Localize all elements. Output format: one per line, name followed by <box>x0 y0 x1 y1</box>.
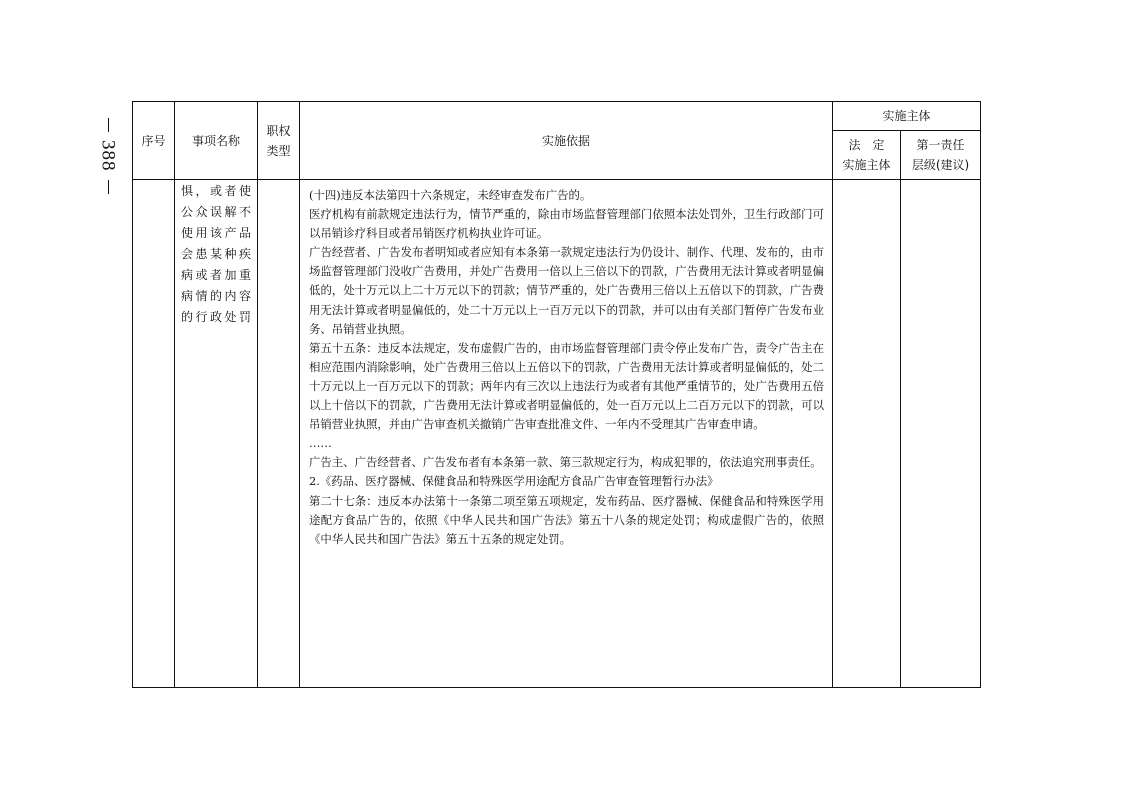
basis-paragraph: 广告主、广告经营者、广告发布者有本条第一款、第三款规定行为，构成犯罪的，依法追究刑事责任。 <box>309 455 822 470</box>
basis-paragraph: 2.《药品、医疗器械、保健食品和特殊医学用途配方食品广告审查管理暂行办法》 <box>309 474 719 489</box>
page-number-dash-top <box>108 118 109 132</box>
basis-paragraph: 广告经营者、广告发布者明知或者应知有本条第一款规定违法行为仍设计、制作、代理、发布的，由市场监督管理部门没收广告费用，并处广告费用一倍以上三倍以下的罚款，广告费用无法计算或者明显偏低的，处十万元以上二十万元以下的罚款；情节严重的，处广告费用三倍以上五倍以下的罚款，广告费用无法计算或者明显偏低的，处二十万元以上一百万元以下的罚款，并可以由有关部门暂停广告发布业务、吊销营业执照。 <box>309 245 824 336</box>
page-number <box>96 118 120 194</box>
header-basis: 实施依据 <box>541 133 590 148</box>
row-seq <box>133 180 174 280</box>
page-number-text: 388 <box>97 140 119 172</box>
header-power-type: 职权 类型 <box>266 123 291 158</box>
basis-paragraph: 第二十七条：违反本办法第十一条第二项至第五项规定，发布药品、医疗器械、保健食品和特殊医学用途配方食品广告的，依照《中华人民共和国广告法》第五十八条的规定处罚；构成虚假广告的，依照《中华人民共和国广告法》第五十五条的规定处罚。 <box>309 493 824 546</box>
basis-paragraph: 医疗机构有前款规定违法行为，情节严重的，除由市场监督管理部门依照本法处罚外，卫生行政部门可以吊销诊疗科目或者吊销医疗机构执业许可证。 <box>309 207 824 241</box>
row-item-name: 惧，或者使 公众误解不 使用该产品 会患某种疾 病或者加重 病情的内容 的行政处罚 <box>181 184 251 324</box>
basis-paragraph: …… <box>309 436 332 451</box>
header-implementing-subject: 实施主体 <box>882 109 931 123</box>
header-first-responsible-level: 第一责任 层级(建议) <box>911 138 970 172</box>
basis-paragraph: 第五十五条：违反本法规定，发布虚假广告的，由市场监督管理部门责令停止发布广告，责令广告主在相应范围内消除影响，处广告费用三倍以上五倍以下的罚款，广告费用无法计算或者明显偏低的，处二十万元以上一百万元以下的罚款；两年内有三次以上违法行为或者有其他严重情节的，处广告费用五倍以上十倍以下的罚款，广告费用无法计算或者明显偏低的，处一百万元以上二百万元以下的罚款，可以吊销营业执照，并由广告审查机关撤销广告审查批准文件、一年内不受理其广告审查申请。 <box>309 340 824 432</box>
row-legal-subject <box>833 180 900 280</box>
basis-paragraph: (十四)违反本法第四十六条规定，未经审查发布广告的。 <box>309 188 592 202</box>
row-first-responsible-level <box>901 180 980 280</box>
row-power-type <box>258 180 299 280</box>
row-basis <box>299 186 828 549</box>
page-number-dash-bottom <box>108 180 109 194</box>
header-item-name: 事项名称 <box>191 133 240 148</box>
header-seq: 序号 <box>141 133 166 148</box>
enforcement-table <box>132 101 981 688</box>
header-legal-subject: 法 定 实施主体 <box>842 138 891 172</box>
